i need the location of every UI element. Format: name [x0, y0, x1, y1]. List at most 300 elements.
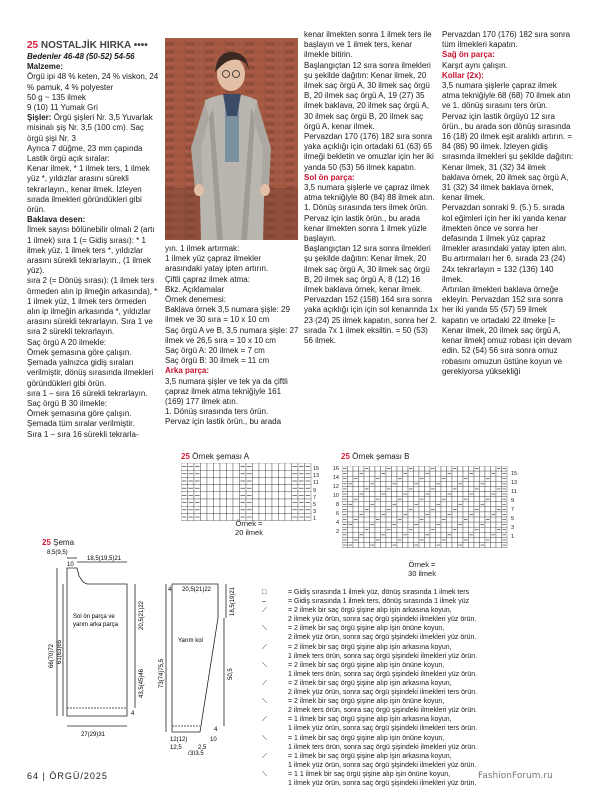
- chart-cell: [253, 477, 260, 484]
- chart-cell: [474, 522, 480, 527]
- chart-cell: [386, 532, 392, 537]
- chart-cell: [463, 512, 469, 517]
- row-number: 3: [511, 525, 515, 531]
- legend-item: [262, 661, 582, 679]
- materials-heading: Malzeme:: [27, 62, 64, 72]
- right-front-heading: Sağ ön parça:: [442, 50, 495, 60]
- chart-cell: [279, 513, 286, 520]
- schema-top1: 8,5(9,5): [47, 550, 68, 556]
- chart-cell: [491, 476, 497, 481]
- chart-cell: [458, 532, 464, 537]
- chart-cell: [364, 492, 370, 497]
- row-number: 13: [313, 473, 320, 480]
- chart-cell: [469, 481, 475, 486]
- chart-cell: [469, 476, 475, 481]
- chart-cell: [253, 506, 260, 513]
- chart-cell: [207, 506, 214, 513]
- chart-cell: [469, 507, 475, 512]
- legend-item: [262, 624, 582, 642]
- chart-cell: [452, 512, 458, 517]
- sleeve-top2: 20,5(21)22: [182, 587, 212, 593]
- chart-cell: [359, 522, 365, 527]
- row-number: 5: [313, 502, 317, 509]
- chart-cell: [491, 517, 497, 522]
- chart-cell: [485, 481, 491, 486]
- chart-cell: [392, 532, 398, 537]
- chart-cell: [458, 527, 464, 532]
- chart-cell: [419, 512, 425, 517]
- chart-cell: [201, 513, 208, 520]
- legend-symbol: ⟍: [262, 734, 267, 742]
- row-number: 7: [511, 507, 515, 513]
- chart-cell: [207, 513, 214, 520]
- chart-cell: [201, 477, 208, 484]
- chart-cell: [359, 481, 365, 486]
- schema-dim-right3: 4: [131, 711, 135, 717]
- chart-cell: [458, 512, 464, 517]
- chart-cell: [386, 517, 392, 522]
- column-4: [442, 30, 574, 377]
- chart-cell: [381, 466, 387, 471]
- pattern-name: NOSTALJİK HIRKA: [40, 40, 131, 51]
- chart-cell: [496, 492, 502, 497]
- chart-cell: [414, 517, 420, 522]
- chart-cell: [370, 507, 376, 512]
- chart-cell: [452, 492, 458, 497]
- chart-cell: [491, 543, 497, 548]
- chart-cell: [491, 497, 497, 502]
- legend-text: = Gidiş sırasında 1 ilmek yüz, dönüş sırasında 1 ilmek ters: [288, 589, 470, 596]
- chart-cell: [259, 470, 266, 477]
- chart-cell: [425, 537, 431, 542]
- chart-cell: [491, 527, 497, 532]
- legend-text: = 2 ilmek bir saç örgü şişine alıp işin önüne koyun, 1 ilmek ters örün, sonra saç örgü şişindeki ilmekleri yüz örün.: [288, 661, 478, 678]
- chart-cell: [403, 497, 409, 502]
- col4-text: Pervazdan 170 (176) 182 sıra sonra tüm ilmekleri kapatın.: [442, 30, 571, 50]
- page-footer: 64 | ÖRGÜ/2025: [27, 771, 108, 781]
- right-front-text: Karşıt aynı çalışın.: [442, 60, 508, 70]
- chart-cell: [266, 485, 273, 492]
- chart-cell: [220, 477, 227, 484]
- chart-cell: [233, 477, 240, 484]
- chart-cell: [392, 537, 398, 542]
- chart-cell: [485, 527, 491, 532]
- chart-cell: [272, 470, 279, 477]
- chart-cell: [452, 471, 458, 476]
- chart-cell: [441, 502, 447, 507]
- chart-cell: [381, 497, 387, 502]
- chart-cell: [397, 466, 403, 471]
- chart-cell: [452, 532, 458, 537]
- row-number: 15: [313, 466, 320, 472]
- row-number: 13: [511, 480, 518, 486]
- chart-cell: [496, 481, 502, 486]
- chart-cell: [496, 497, 502, 502]
- chart-cell: [375, 532, 381, 537]
- chart-cell: [285, 499, 292, 506]
- chart-cell: [253, 499, 260, 506]
- chart-b-number: 25: [341, 452, 350, 461]
- legend-text: = 2 ilmek bir saç örgü şişine alıp işin önüne koyun, 2 ilmek ters örün, sonra saç örgü şişindeki ilmekleri yüz örün.: [288, 698, 478, 715]
- front-schematic: [27, 548, 157, 748]
- row-number: 16: [332, 466, 339, 472]
- chart-cell: [214, 492, 221, 499]
- chart-cell: [392, 486, 398, 491]
- chart-cell: [397, 502, 403, 507]
- row-number: 2: [335, 529, 339, 535]
- chart-cell: [359, 527, 365, 532]
- legend-text: = 2 ilmek bir saç örgü şişine alıp işin önüne koyun, 2 ilmek yüz örün, sonra saç örgü şişindeki ilmekleri yüz örün.: [288, 625, 477, 642]
- chart-cell: [436, 527, 442, 532]
- column-3: [304, 30, 438, 346]
- sleeve-bottom1: 12(12): [170, 737, 188, 743]
- chart-cell: [496, 543, 502, 548]
- chart-cell: [458, 486, 464, 491]
- chart-cell: [436, 471, 442, 476]
- schema-dim-left: 66(70)72: [49, 643, 55, 668]
- chart-cell: [430, 537, 436, 542]
- chart-cell: [430, 476, 436, 481]
- sleeves-heading: Kollar (2x):: [442, 70, 484, 80]
- chart-cell: [414, 497, 420, 502]
- chart-cell: [381, 507, 387, 512]
- schema-front-label: Sol ön parça ve: [73, 614, 115, 620]
- chart-cell: [469, 497, 475, 502]
- chart-b-title: [341, 452, 410, 461]
- sleeve-schematic: [158, 580, 248, 755]
- chart-cell: [272, 463, 279, 470]
- legend-text: = 2 ilmek bir saç örgü şişine alıp işin arkasına koyun, 2 ilmek yüz örün, sonra saç örgü şişindeki ilmekleri yüz örün.: [288, 607, 477, 624]
- chart-cell: [485, 466, 491, 471]
- materials-text: Örgü ipi 48 % keten, 24 % viskon, 24 % pamuk, 4 % polyester 50 g ~ 135 ilmek 9 (10) 11 Yumak Gri: [27, 72, 159, 113]
- chart-cell: [403, 537, 409, 542]
- chart-cell: [408, 471, 414, 476]
- back-text: 3,5 numara şişler ve tek ya da çiftli çapraz ilmek atma tekniğiyle 161 (169) 177 ilmek atın. 1. Dönüş sırasında ters örün. Pervaz için lastik örün., bu arada: [165, 376, 288, 427]
- chart-cell: [408, 517, 414, 522]
- chart-cell: [496, 517, 502, 522]
- chart-cell: [353, 481, 359, 486]
- chart-cell: [496, 502, 502, 507]
- chart-cell: [364, 512, 370, 517]
- sleeve-dim-left: 73(74)75,5: [159, 658, 165, 688]
- sleeve-bottom5: (3)3,5: [188, 751, 204, 755]
- chart-cell: [348, 492, 354, 497]
- model-photo: [165, 38, 298, 240]
- chart-cell: [403, 476, 409, 481]
- baklava-heading: Baklava desen:: [27, 215, 86, 225]
- chart-cell: [496, 512, 502, 517]
- chart-cell: [397, 486, 403, 491]
- chart-cell: [397, 481, 403, 486]
- chart-cell: [266, 477, 273, 484]
- chart-cell: [458, 537, 464, 542]
- chart-cell: [469, 486, 475, 491]
- chart-cell: [436, 507, 442, 512]
- chart-cell: [480, 512, 486, 517]
- chart-cell: [348, 532, 354, 537]
- chart-cell: [425, 527, 431, 532]
- chart-cell: [463, 507, 469, 512]
- chart-cell: [359, 517, 365, 522]
- chart-cell: [419, 522, 425, 527]
- chart-cell: [414, 507, 420, 512]
- chart-cell: [227, 506, 234, 513]
- chart-cell: [485, 486, 491, 491]
- chart-a-title: [181, 452, 249, 461]
- chart-cell: [408, 512, 414, 517]
- chart-cell: [227, 470, 234, 477]
- chart-cell: [364, 517, 370, 522]
- legend-symbol: ⟍: [262, 625, 267, 633]
- chart-cell: [480, 466, 486, 471]
- chart-cell: [425, 522, 431, 527]
- chart-cell: [214, 499, 221, 506]
- chart-cell: [425, 481, 431, 486]
- chart-cell: [425, 466, 431, 471]
- chart-cell: [359, 502, 365, 507]
- chart-cell: [220, 463, 227, 470]
- chart-cell: [364, 543, 370, 548]
- legend-text: = 1 ilmek bir saç örgü şişine alıp işin arkasına koyun, 1 ilmek yüz örün, sonra saç örgü şişindeki ilmekleri yüz örün.: [288, 752, 477, 769]
- chart-cell: [386, 522, 392, 527]
- chart-cell: [491, 537, 497, 542]
- sleeve-top1: 4: [168, 587, 172, 593]
- legend-text: = 1 1 ilmek bir saç örgü şişine alıp işin önüne koyun, 1 ilmek yüz örün, sonra saç örgü şişindeki ilmekleri yüz örün.: [288, 770, 477, 787]
- sleeves-text: 3,5 numara şişlerle çapraz ilmek atma tekniğiyle 68 (68) 70 ilmek atın ve 1. dönüş sırasını ters örün. Pervaz için lastik örgüyü 12 sıra örün., bu arada son dönüş sırasında 16 (18) 20 ilmek eşit aralıklı artırın. = 84 (86) 90 ilmek. İzleyen gidiş sırasında ilmekleri şu şekilde dağıtın: Kenar ilmek, 31 (32) 34 ilmek baklava örnek, 20 ilmek saç örgü A, 31 (32) 34 ilmek baklava örnek, kenar ilmek. Pervazdan sonraki 9. (5.) 5. sırada kol eğimleri için her iki yanda kenar ilmekten önce ve sonra her defasında 1 ilmek yüz çapraz ilmekler arasındaki yatay ipten alın. Bu artırmaları her 6. sırada 23 (24) 24x tekrarlayın = 132 (136) 140 ilmek. Artırılan ilmekleri baklava örneğe ekleyin. Pervazdan 152 sıra sonra her iki yanda 55 (57) 59 ilmek kapatın ve ortadaki 22 ilmeke [= Kenar ilmek, 20 ilmek saç örgü A, kenar ilmek] omuz robası için devam edin. 52 (54) 56 sıra sonra omuz robasını omuzun üstüne koyun ve gerekiyorsa yüksekliği: [442, 81, 574, 376]
- chart-cell: [419, 507, 425, 512]
- chart-cell: [201, 470, 208, 477]
- chart-cell: [381, 486, 387, 491]
- legend-text: = 1 ilmek bir saç örgü şişine alıp işin arkasına koyun, 1 ilmek yüz örün, sonra saç örgü şişindeki ilmekleri ters örün.: [288, 716, 478, 733]
- row-number: 9: [313, 487, 317, 494]
- legend-item: [262, 597, 582, 606]
- chart-cell: [436, 517, 442, 522]
- chart-cell: [233, 492, 240, 499]
- chart-cell: [485, 543, 491, 548]
- chart-b-left-row-numbers: [331, 465, 339, 537]
- chart-cell: [364, 537, 370, 542]
- chart-cell: [370, 527, 376, 532]
- chart-cell: [353, 522, 359, 527]
- chart-cell: [279, 506, 286, 513]
- chart-cell: [353, 532, 359, 537]
- chart-cell: [491, 486, 497, 491]
- chart-cell: [266, 492, 273, 499]
- chart-cell: [375, 471, 381, 476]
- chart-cell: [233, 506, 240, 513]
- chart-legend: [262, 588, 582, 788]
- chart-cell: [463, 466, 469, 471]
- chart-cell: [370, 486, 376, 491]
- legend-symbol: ⟋: [262, 607, 267, 615]
- chart-cell: [386, 537, 392, 542]
- chart-cell: [425, 497, 431, 502]
- chart-cell: [419, 543, 425, 548]
- chart-cell: [485, 532, 491, 537]
- row-number: 7: [313, 494, 317, 501]
- chart-cell: [348, 512, 354, 517]
- chart-cell: [474, 543, 480, 548]
- chart-cell: [375, 466, 381, 471]
- left-front-heading: Sol ön parça:: [304, 172, 355, 182]
- chart-cell: [425, 517, 431, 522]
- chart-cell: [353, 512, 359, 517]
- schema-dim-left2: 61(63)65: [57, 639, 63, 664]
- chart-cell: [425, 486, 431, 491]
- legend-symbol: ⟋: [262, 679, 267, 687]
- chart-cell: [201, 463, 208, 470]
- chart-cell: [227, 499, 234, 506]
- chart-cell: [220, 485, 227, 492]
- chart-cell: [441, 471, 447, 476]
- pattern-title: [27, 40, 148, 51]
- col2-text: yın. 1 ilmek artırmak: 1 ilmek yüz çapraz ilmekler arasındaki yatay ipten artırın. Çiftli çapraz ilmek atma: Bkz. Açıklamalar Örnek denemesi: Baklava örnek 3,5 numara şişle: 29 ilmek ve 30 sıra = 10 x 10 cm Saç örgü A ve B, 3,5 numara şişle: 27 ilmek ve 26,5 sıra = 10 x 10 cm Saç örgü A: 20 ilmek = 7 cm Saç örgü B: 30 ilmek = 11 cm: [165, 244, 299, 366]
- chart-cell: [474, 471, 480, 476]
- chart-cell: [233, 485, 240, 492]
- chart-cell: [266, 499, 273, 506]
- chart-cell: [441, 512, 447, 517]
- chart-cell: [279, 470, 286, 477]
- chart-cell: [496, 471, 502, 476]
- chart-cell: [430, 502, 436, 507]
- chart-cell: [272, 485, 279, 492]
- chart-cell: [408, 497, 414, 502]
- chart-cell: [392, 476, 398, 481]
- legend-symbol: ⟍: [262, 698, 267, 706]
- legend-item: [262, 734, 582, 752]
- chart-cell: [463, 527, 469, 532]
- chart-b-right-row-numbers: [511, 470, 517, 542]
- chart-cell: [375, 481, 381, 486]
- chart-cell: [463, 522, 469, 527]
- chart-cell: [408, 492, 414, 497]
- chart-a-row-numbers: [313, 466, 319, 524]
- schema-dim-bottom: 27(29)31: [81, 732, 106, 738]
- chart-cell: [447, 497, 453, 502]
- schema-title-text: Şema: [53, 538, 75, 547]
- chart-cell: [436, 492, 442, 497]
- chart-cell: [403, 466, 409, 471]
- row-number: 8: [335, 502, 339, 508]
- chart-cell: [474, 497, 480, 502]
- row-number: 11: [511, 489, 517, 495]
- chart-cell: [353, 471, 359, 476]
- chart-cell: [474, 476, 480, 481]
- row-number: 12: [332, 484, 339, 490]
- chart-cell: [364, 502, 370, 507]
- chart-cell: [375, 507, 381, 512]
- needles-text: [27, 113, 159, 215]
- chart-cell: [214, 513, 221, 520]
- chart-cell: [272, 477, 279, 484]
- legend-item: [262, 588, 582, 597]
- chart-cell: [436, 532, 442, 537]
- chart-cell: [353, 527, 359, 532]
- chart-cell: [375, 486, 381, 491]
- chart-cell: [397, 471, 403, 476]
- column-2: [165, 244, 299, 428]
- chart-cell: [430, 512, 436, 517]
- chart-cell: [441, 532, 447, 537]
- chart-cell: [469, 537, 475, 542]
- col3-text: kenar ilmekten sonra 1 ilmek ters ile başlayın ve 1 ilmek ters, kenar ilmekle bitirin. Başlangıçtan 12 sıra sonra ilmekleri şu şekilde dağıtın: Kenar ilmek, 20 ilmek saç örgü A, 30 ilmek saç örgü B, 20 ilmek saç örgü A, 19 (27) 35 ilmek baklava, 20 ilmek saç örgü A, 30 ilmek saç örgü B, 20 ilmek saç örgü A, kenar ilmek. Pervazdan 170 (176) 182 sıra sonra yaka açıklığı için ortadaki 61 (63) 65 ilmeği bekletin ve omuzlar için her iki yanda 50 (53) 56 ilmek kapatın.: [304, 30, 434, 172]
- chart-cell: [253, 492, 260, 499]
- chart-cell: [266, 470, 273, 477]
- chart-cell: [447, 466, 453, 471]
- photo-illustration: [165, 38, 298, 240]
- chart-cell: [364, 522, 370, 527]
- chart-cell: [419, 502, 425, 507]
- chart-cell: [353, 486, 359, 491]
- chart-cell: [496, 522, 502, 527]
- schema-top2: 10: [67, 562, 74, 568]
- legend-symbol: ⟋: [262, 752, 267, 760]
- chart-cell: [452, 502, 458, 507]
- legend-symbol: ⟍: [262, 770, 267, 778]
- chart-cell: [392, 517, 398, 522]
- chart-cell: [474, 532, 480, 537]
- chart-cell: [474, 502, 480, 507]
- chart-cell: [403, 481, 409, 486]
- chart-cell: [279, 492, 286, 499]
- schema-front-label-2: yarım arka parça: [73, 622, 119, 628]
- chart-cell: [381, 502, 387, 507]
- sleeve-dim-right2: 50,5: [228, 668, 234, 680]
- legend-item: [262, 679, 582, 697]
- chart-cell: [392, 497, 398, 502]
- chart-cell: [419, 471, 425, 476]
- chart-cell: [447, 517, 453, 522]
- chart-cell: [348, 527, 354, 532]
- chart-cell: [353, 507, 359, 512]
- chart-cell: [447, 502, 453, 507]
- chart-cell: [496, 537, 502, 542]
- row-number: 4: [335, 520, 339, 526]
- chart-cell: [285, 513, 292, 520]
- chart-cell: [392, 512, 398, 517]
- sleeve-dim-right1: 18,5(19)21: [230, 586, 236, 616]
- chart-cell: [469, 502, 475, 507]
- chart-cell: [474, 492, 480, 497]
- chart-cell: [430, 543, 436, 548]
- chart-cell: [353, 502, 359, 507]
- chart-cell: [364, 497, 370, 502]
- chart-cell: [441, 481, 447, 486]
- chart-cell: [441, 492, 447, 497]
- chart-cell: [364, 471, 370, 476]
- chart-cell: [430, 481, 436, 486]
- chart-cell: [392, 527, 398, 532]
- chart-cell: [469, 543, 475, 548]
- chart-cell: [233, 470, 240, 477]
- chart-cell: [430, 532, 436, 537]
- schema-title: [42, 538, 74, 547]
- chart-cell: [266, 506, 273, 513]
- chart-cell: [227, 463, 234, 470]
- chart-cell: [414, 486, 420, 491]
- chart-cell: [474, 481, 480, 486]
- chart-cell: [259, 506, 266, 513]
- row-number: 10: [332, 493, 339, 499]
- chart-cell: [403, 517, 409, 522]
- chart-cell: [458, 466, 464, 471]
- legend-symbol: □: [262, 589, 267, 596]
- chart-cell: [386, 476, 392, 481]
- chart-cell: [353, 543, 359, 548]
- chart-cell: [386, 471, 392, 476]
- needles-heading: Şişler:: [27, 113, 52, 123]
- chart-cell: [436, 537, 442, 542]
